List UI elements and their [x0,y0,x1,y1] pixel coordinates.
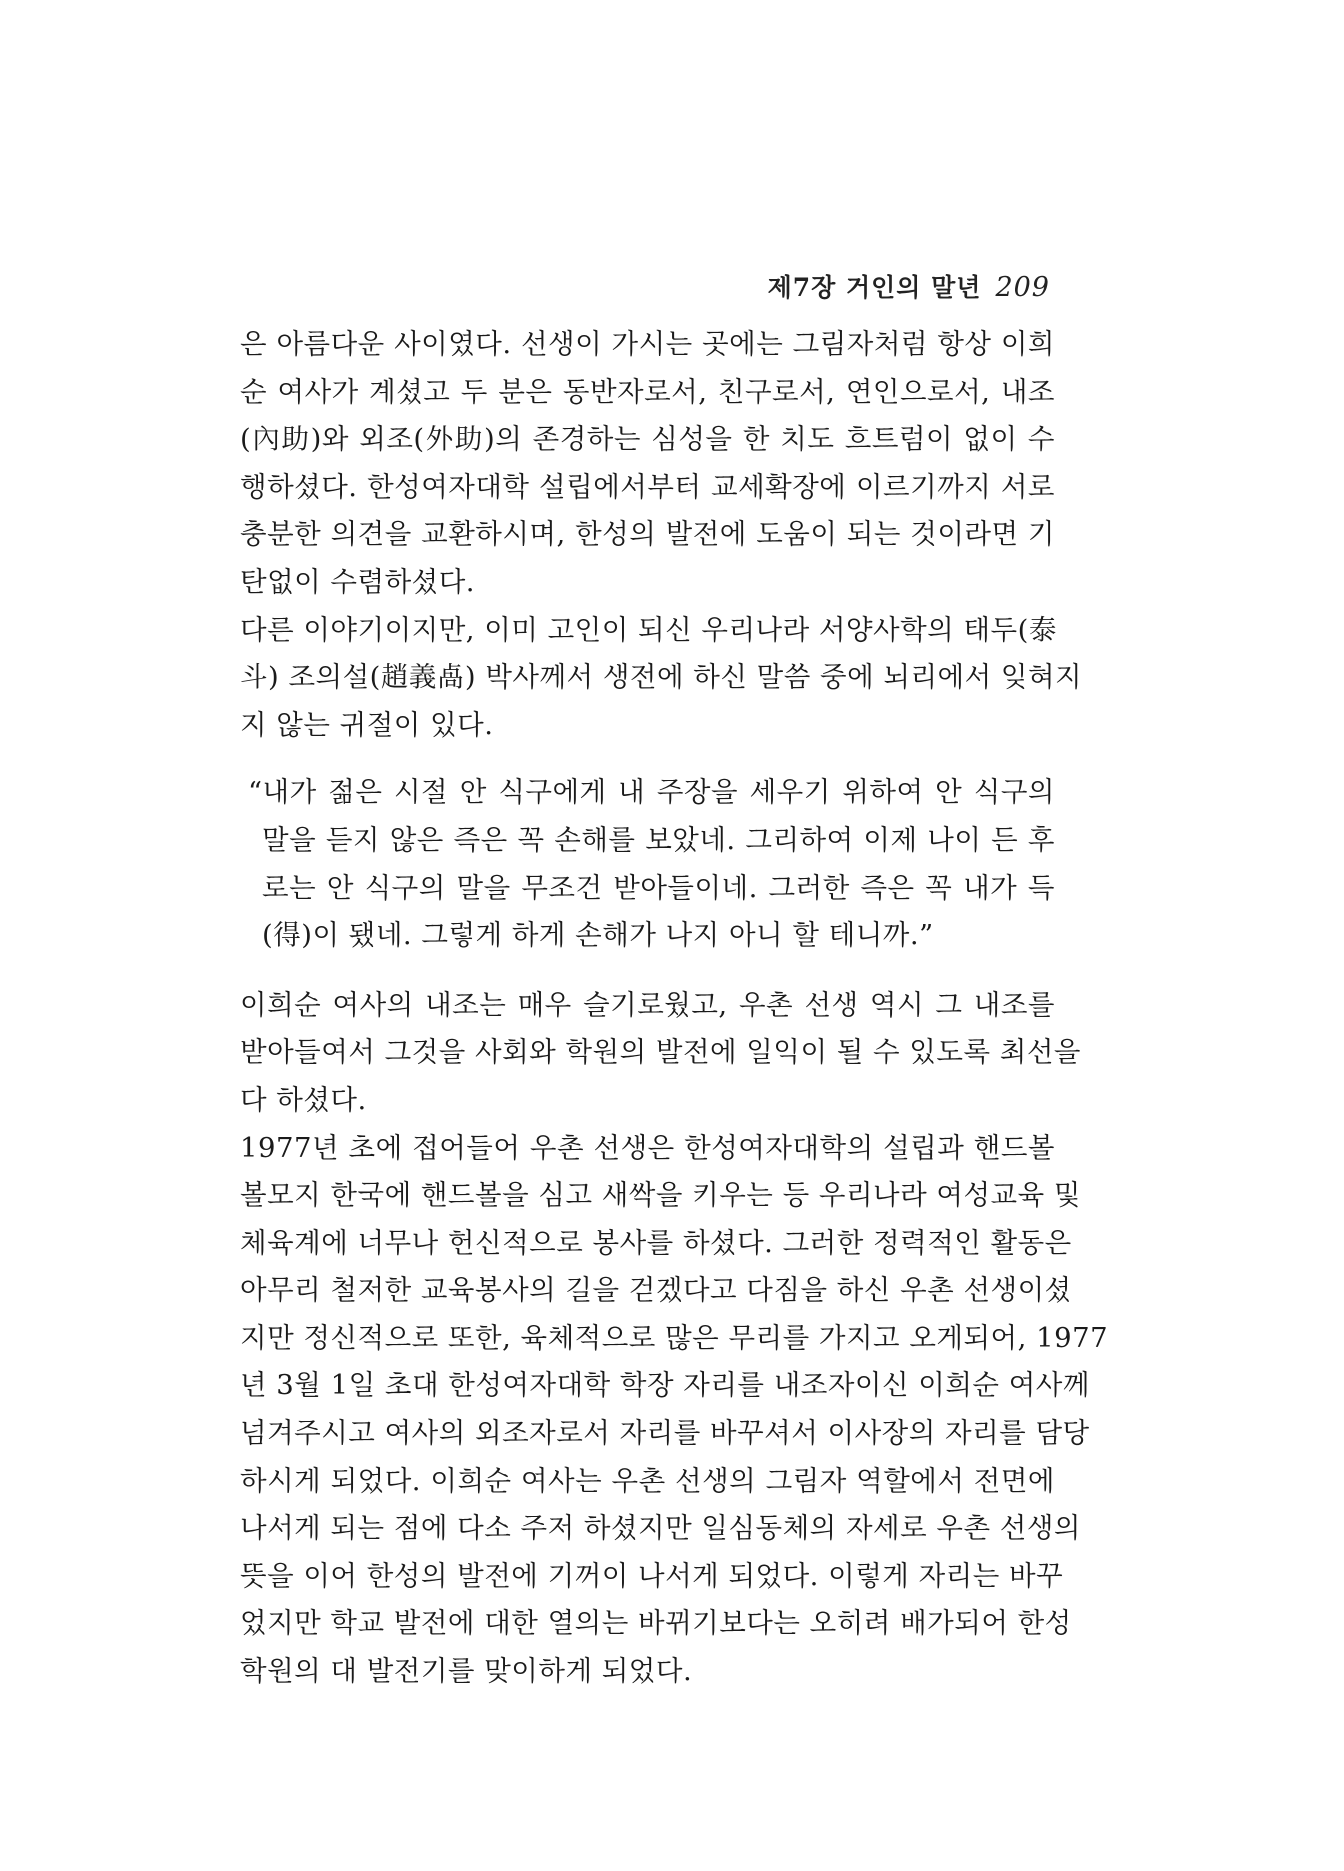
quote-line: “내가 젊은 시절 안 식구에게 내 주장을 세우기 위하여 안 식구의 [248,776,1055,809]
text-line: 다 하셨다. [240,1083,367,1116]
text-line: 斗) 조의설(趙義卨) 박사께서 생전에 하신 말씀 중에 뇌리에서 잊혀지 [240,661,1083,694]
text-line: 년 3월 1일 초대 한성여자대학 학장 자리를 내조자이신 이희순 여사께 [240,1369,1090,1402]
text-line: 나서게 되는 점에 다소 주저 하셨지만 일심동체의 자세로 우촌 선생의 [240,1512,1081,1545]
text-line: (內助)와 외조(外助)의 존경하는 심성을 한 치도 흐트럼이 없이 수 [240,423,1055,456]
paragraph-4 [240,1125,1109,1696]
text-line: 탄없이 수렴하셨다. [240,565,476,598]
quote-line: 말을 듣지 않은 즉은 꼭 손해를 보았네. 그리하여 이제 나이 든 후 [262,823,1055,856]
text-line: 1977년 초에 접어들어 우촌 선생은 한성여자대학의 설립과 핸드볼 [240,1131,1055,1164]
text-line: 받아들여서 그것을 사회와 학원의 발전에 일익이 될 수 있도록 최선을 [240,1036,1081,1069]
text-line: 이희순 여사의 내조는 매우 슬기로웠고, 우촌 선생 역시 그 내조를 [240,988,1055,1021]
text-line: 순 여사가 계셨고 두 분은 동반자로서, 친구로서, 연인으로서, 내조 [240,375,1055,408]
text-line: 었지만 학교 발전에 대한 열의는 바뀌기보다는 오히려 배가되어 한성 [240,1607,1072,1640]
text-line: 넘겨주시고 여사의 외조자로서 자리를 바꾸셔서 이사장의 자리를 담당 [240,1417,1090,1450]
block-quote [240,769,1055,959]
text-line: 볼모지 한국에 핸드볼을 심고 새싹을 키우는 등 우리나라 여성교육 및 [240,1179,1081,1212]
running-head [768,268,1050,304]
page-number: 209 [995,272,1050,303]
quote-line: (得)이 됐네. 그렇게 하게 손해가 나지 아니 할 테니까.” [262,919,934,952]
text-line: 뜻을 이어 한성의 발전에 기꺼이 나서게 되었다. 이렇게 자리는 바꾸 [240,1559,1064,1592]
text-line: 아무리 철저한 교육봉사의 길을 걷겠다고 다짐을 하신 우촌 선생이셨 [240,1274,1072,1307]
paragraph-1 [240,321,1055,607]
text-line: 지만 정신적으로 또한, 육체적으로 많은 무리를 가지고 오게되어, 1977 [240,1321,1109,1354]
quote-line: 로는 안 식구의 말을 무조건 받아들이네. 그러한 즉은 꼭 내가 득 [262,871,1055,904]
chapter-title: 제7장 거인의 말년 [767,273,982,302]
text-line: 다른 이야기이지만, 이미 고인이 되신 우리나라 서양사학의 태두(泰 [240,613,1057,646]
body-text [240,321,1109,1696]
text-line: 행하셨다. 한성여자대학 설립에서부터 교세확장에 이르기까지 서로 [240,470,1055,503]
paragraph-3 [240,982,1081,1125]
text-line: 은 아름다운 사이였다. 선생이 가시는 곳에는 그림자처럼 항상 이희 [240,328,1055,360]
text-line: 학원의 대 발전기를 맞이하게 되었다. [240,1655,693,1688]
text-line: 하시게 되었다. 이희순 여사는 우촌 선생의 그림자 역할에서 전면에 [240,1464,1055,1497]
text-line: 지 않는 귀절이 있다. [240,708,494,741]
text-line: 체육계에 너무나 헌신적으로 봉사를 하셨다. 그러한 정력적인 활동은 [240,1226,1072,1259]
text-line: 충분한 의견을 교환하시며, 한성의 발전에 도움이 되는 것이라면 기 [240,518,1055,551]
paragraph-2 [240,607,1083,750]
